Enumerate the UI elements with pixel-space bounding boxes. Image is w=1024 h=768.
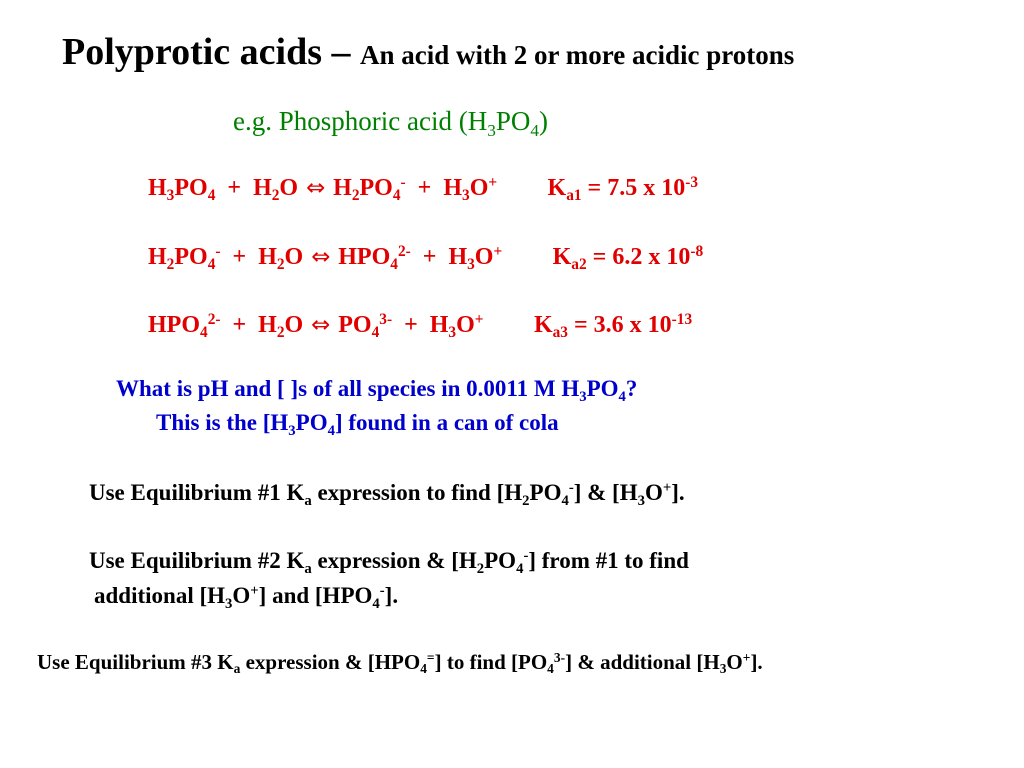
step-2-line-2 bbox=[94, 582, 399, 612]
step-text: ]. bbox=[384, 583, 399, 608]
subscript: 3 bbox=[637, 492, 645, 509]
step-text: ] and [HPO bbox=[258, 583, 373, 608]
question-text: PO bbox=[586, 376, 619, 401]
question-text: ? bbox=[625, 376, 638, 401]
question-line-2 bbox=[156, 410, 559, 439]
formula-text: H bbox=[148, 244, 167, 270]
subscript: 4 bbox=[327, 422, 335, 439]
formula-text: H bbox=[333, 175, 352, 201]
superscript: - bbox=[379, 582, 385, 599]
question-text: ] found in a can of cola bbox=[334, 410, 559, 435]
formula-text: H bbox=[258, 244, 277, 270]
step-1 bbox=[89, 479, 685, 509]
question-text: This is the [H bbox=[156, 410, 289, 435]
ka-value: = 7.5 x 10 bbox=[581, 175, 686, 201]
plus-sign: + bbox=[232, 244, 247, 270]
formula-text: PO bbox=[174, 244, 208, 270]
formula-text: PO bbox=[338, 312, 372, 338]
subscript: 4 bbox=[547, 661, 554, 677]
equilibrium-arrow-icon: ⇔ bbox=[306, 175, 326, 201]
superscript: 3- bbox=[553, 649, 566, 665]
step-text: expression & [H bbox=[311, 548, 477, 573]
subscript: 3 bbox=[225, 595, 233, 612]
subscript: 4 bbox=[420, 661, 427, 677]
subscript: a bbox=[233, 661, 241, 677]
subscript: 3 bbox=[288, 422, 296, 439]
subscript: 2 bbox=[476, 560, 485, 577]
superscript: + bbox=[493, 242, 503, 260]
formula-text: H bbox=[443, 175, 462, 201]
formula-text: O bbox=[469, 175, 489, 201]
superscript: + bbox=[742, 649, 751, 665]
ka-exponent: -8 bbox=[690, 242, 704, 260]
subscript: a1 bbox=[566, 186, 582, 204]
equilibrium-arrow-icon: ⇔ bbox=[311, 244, 331, 270]
subscript: 4 bbox=[618, 388, 626, 405]
formula-text: O bbox=[284, 244, 304, 270]
subscript: 2 bbox=[166, 255, 175, 273]
subscript: 4 bbox=[530, 120, 539, 140]
formula-text: HPO bbox=[338, 244, 391, 270]
formula-text: H bbox=[448, 244, 468, 270]
ka-label: K bbox=[552, 244, 572, 270]
formula-text: HPO bbox=[148, 312, 200, 338]
step-text: Use Equilibrium #1 K bbox=[89, 480, 305, 505]
superscript: + bbox=[662, 479, 672, 496]
step-text: ]. bbox=[671, 480, 685, 505]
subscript: 4 bbox=[561, 492, 569, 509]
equilibrium-arrow-icon: ⇔ bbox=[311, 312, 331, 338]
equilibrium-1 bbox=[148, 175, 698, 202]
subscript: 2 bbox=[276, 323, 285, 341]
equilibrium-2 bbox=[148, 244, 703, 271]
subscript: 4 bbox=[371, 323, 380, 341]
subscript: 2 bbox=[271, 186, 280, 204]
step-text: expression to find [H bbox=[311, 480, 523, 505]
step-text: ] to find [PO bbox=[434, 650, 548, 674]
subscript: 3 bbox=[448, 323, 457, 341]
step-text: PO bbox=[529, 480, 562, 505]
example-line bbox=[233, 106, 548, 140]
ka-exponent: -13 bbox=[671, 310, 693, 328]
subscript: a2 bbox=[571, 255, 587, 273]
step-text: Use Equilibrium #3 K bbox=[37, 650, 234, 674]
subscript: 3 bbox=[719, 661, 727, 677]
superscript: + bbox=[250, 582, 259, 599]
step-text: expression & [HPO bbox=[240, 650, 421, 674]
step-text: ]. bbox=[750, 650, 763, 674]
subscript: a3 bbox=[552, 323, 568, 341]
step-text: O bbox=[644, 480, 663, 505]
superscript: + bbox=[488, 173, 498, 191]
step-3 bbox=[37, 650, 763, 675]
formula-text: H bbox=[258, 312, 277, 338]
subscript: 4 bbox=[372, 595, 380, 612]
subscript: a bbox=[304, 560, 312, 577]
subscript: 4 bbox=[392, 186, 401, 204]
superscript: - bbox=[400, 173, 406, 191]
subscript: 3 bbox=[487, 120, 496, 140]
subscript: 3 bbox=[166, 186, 175, 204]
formula-text: O bbox=[279, 175, 299, 201]
subscript: a bbox=[304, 492, 312, 509]
formula-text: O bbox=[474, 244, 494, 270]
ka-value: = 3.6 x 10 bbox=[567, 312, 672, 338]
subscript: 3 bbox=[467, 255, 475, 273]
step-text: Use Equilibrium #2 K bbox=[89, 548, 305, 573]
formula-text: O bbox=[284, 312, 304, 338]
subscript: 4 bbox=[207, 255, 216, 273]
superscript: - bbox=[215, 242, 221, 260]
superscript: + bbox=[474, 310, 484, 328]
step-2-line-1 bbox=[89, 547, 689, 577]
step-text: O bbox=[232, 583, 251, 608]
subscript: 4 bbox=[200, 323, 208, 341]
subscript: 3 bbox=[579, 388, 587, 405]
formula-text: H bbox=[429, 312, 449, 338]
formula-text: PO bbox=[359, 175, 393, 201]
slide-title bbox=[62, 30, 794, 74]
example-text: ) bbox=[539, 106, 548, 136]
plus-sign: + bbox=[227, 175, 242, 201]
subscript: 2 bbox=[276, 255, 285, 273]
ka-label: K bbox=[533, 312, 553, 338]
ka-exponent: -3 bbox=[685, 173, 699, 191]
plus-sign: + bbox=[404, 312, 418, 338]
superscript: 2- bbox=[397, 242, 411, 260]
superscript: = bbox=[426, 649, 435, 665]
step-text: ] from #1 to find bbox=[528, 548, 689, 573]
example-text: PO bbox=[495, 106, 531, 136]
ka-label: K bbox=[547, 175, 567, 201]
superscript: - bbox=[568, 479, 574, 496]
superscript: 2- bbox=[207, 310, 221, 328]
subscript: 4 bbox=[516, 560, 524, 577]
title-main: Polyprotic acids – bbox=[62, 31, 351, 73]
formula-text: PO bbox=[174, 175, 208, 201]
question-line-1 bbox=[116, 376, 638, 405]
title-subtitle: An acid with 2 or more acidic protons bbox=[360, 40, 795, 70]
plus-sign: + bbox=[422, 244, 437, 270]
formula-text: H bbox=[253, 175, 272, 201]
step-text: ] & [H bbox=[573, 480, 638, 505]
plus-sign: + bbox=[417, 175, 432, 201]
ka-value: = 6.2 x 10 bbox=[586, 244, 691, 270]
step-text: ] & additional [H bbox=[565, 650, 720, 674]
subscript: 4 bbox=[390, 255, 398, 273]
example-text: e.g. Phosphoric acid (H bbox=[233, 106, 488, 136]
step-text: PO bbox=[484, 548, 517, 573]
subscript: 2 bbox=[522, 492, 530, 509]
superscript: - bbox=[523, 547, 529, 564]
formula-text: H bbox=[148, 175, 167, 201]
subscript: 2 bbox=[351, 186, 360, 204]
subscript: 3 bbox=[462, 186, 470, 204]
subscript: 4 bbox=[207, 186, 216, 204]
equilibrium-3 bbox=[148, 312, 692, 339]
step-text: additional [H bbox=[94, 583, 226, 608]
formula-text: O bbox=[456, 312, 475, 338]
step-text: O bbox=[726, 650, 743, 674]
superscript: 3- bbox=[379, 310, 393, 328]
question-text: What is pH and [ ]s of all species in 0.0011 M H bbox=[116, 376, 580, 401]
question-text: PO bbox=[295, 410, 328, 435]
plus-sign: + bbox=[232, 312, 247, 338]
